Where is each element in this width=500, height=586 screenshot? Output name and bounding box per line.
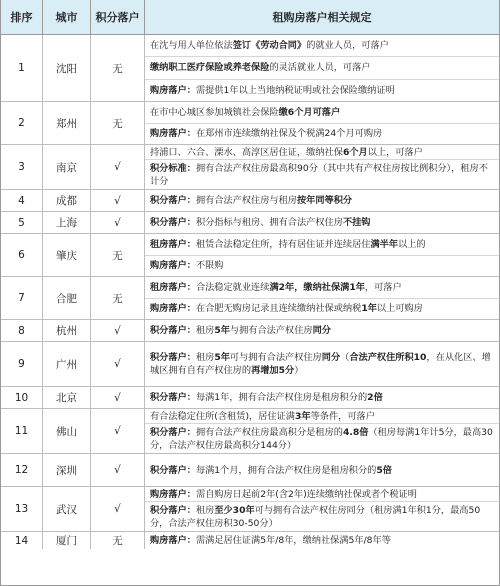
header-rules: 租购房落户相关规定 bbox=[272, 11, 372, 24]
rule-text-segment: 等条件，可落户 bbox=[310, 410, 375, 422]
points-cell: √ bbox=[91, 145, 145, 189]
rules-cell bbox=[145, 320, 499, 341]
rule-text-bold: 租房落户： bbox=[150, 238, 196, 250]
city-cell: 佛山 bbox=[43, 409, 91, 453]
points-cell: √ bbox=[91, 342, 145, 386]
rules-cell bbox=[145, 487, 499, 531]
rule-text-bold: 租房落户： bbox=[150, 281, 196, 293]
points-cell: √ bbox=[91, 320, 145, 341]
rule-line bbox=[145, 532, 499, 549]
rule-text bbox=[150, 106, 340, 119]
header-rank: 排序 bbox=[1, 0, 43, 34]
city-cell: 深圳 bbox=[43, 454, 91, 486]
rule-text-bold: 5年 bbox=[214, 325, 230, 336]
rule-text-segment: 需提供1年以上当地纳税证明或社会保险缴纳证明 bbox=[195, 84, 395, 96]
rule-text bbox=[150, 302, 423, 315]
rule-text-segment: 合法稳定就业连续 bbox=[195, 281, 270, 293]
rule-text-bold: 购房落户： bbox=[150, 84, 196, 96]
rule-text-bold: 积分落户： bbox=[150, 426, 196, 438]
rules-cell bbox=[145, 35, 499, 101]
rule-text bbox=[150, 351, 494, 377]
table-row bbox=[1, 145, 499, 190]
rank-cell: 11 bbox=[1, 409, 43, 453]
rule-line bbox=[145, 80, 499, 101]
rule-text bbox=[150, 146, 423, 159]
rule-text bbox=[150, 194, 352, 207]
rule-text-segment: 以上可购房 bbox=[376, 303, 423, 315]
rule-text-segment: 可与拥有合法产权住房 bbox=[229, 352, 322, 363]
rule-text-bold: 5倍 bbox=[376, 464, 392, 476]
points-cell: 无 bbox=[91, 532, 145, 549]
rule-text-bold: 满2年，缴纳社保满1年 bbox=[269, 281, 365, 293]
city-cell: 北京 bbox=[43, 387, 91, 408]
rules-cell bbox=[145, 234, 499, 276]
rule-text-bold: 5年 bbox=[214, 352, 230, 363]
table-header bbox=[1, 0, 499, 35]
city-cell: 武汉 bbox=[43, 487, 91, 531]
points-cell: 无 bbox=[91, 234, 145, 276]
points-cell: 无 bbox=[91, 102, 145, 144]
rule-line bbox=[145, 454, 499, 486]
rule-text-segment: 在市中心城区参加城镇社会保险 bbox=[150, 106, 279, 118]
rule-text-segment: ） bbox=[294, 365, 304, 376]
points-cell: √ bbox=[91, 487, 145, 531]
table-row bbox=[1, 387, 499, 409]
rank-cell: 12 bbox=[1, 454, 43, 486]
rule-line bbox=[145, 35, 499, 57]
rule-text bbox=[150, 39, 389, 52]
rank-cell: 13 bbox=[1, 487, 43, 531]
rule-text bbox=[150, 84, 395, 97]
rule-text-bold: 积分落户： bbox=[150, 504, 196, 516]
rule-text bbox=[150, 281, 402, 294]
points-cell: √ bbox=[91, 212, 145, 233]
points-cell: 无 bbox=[91, 277, 145, 319]
rule-text-bold: 按年同等积分 bbox=[297, 195, 353, 206]
rank-cell: 10 bbox=[1, 387, 43, 408]
rule-text-bold: 购房落户： bbox=[150, 488, 196, 500]
rule-text bbox=[150, 127, 382, 140]
rule-text-bold: 签订《劳动合同》 bbox=[232, 40, 307, 52]
rule-text-bold: 积分落户： bbox=[150, 195, 196, 206]
rule-text-segment: 拥有合法产权住房与租房 bbox=[195, 195, 297, 206]
rules-cell bbox=[145, 277, 499, 319]
rule-line bbox=[145, 277, 499, 299]
rule-text-bold: 2倍 bbox=[367, 392, 383, 403]
rule-text bbox=[150, 216, 371, 229]
rule-line bbox=[145, 320, 499, 341]
rank-cell: 5 bbox=[1, 212, 43, 233]
rule-text-bold: 积分落户： bbox=[150, 325, 196, 336]
table-row bbox=[1, 409, 499, 454]
rules-cell bbox=[145, 342, 499, 386]
rule-text-bold: 3年 bbox=[294, 410, 311, 422]
rule-line bbox=[145, 145, 499, 160]
table-row bbox=[1, 487, 499, 532]
rules-cell bbox=[145, 212, 499, 233]
table-row bbox=[1, 454, 499, 487]
rule-text bbox=[150, 391, 383, 404]
rule-text-segment: （租房每满1年计5分，最高30分，合法产权住房最高积分144分） bbox=[150, 426, 493, 451]
city-cell: 郑州 bbox=[43, 102, 91, 144]
table-row bbox=[1, 234, 499, 277]
rule-text-bold: 至少30年 bbox=[214, 504, 255, 516]
rule-text-bold: 不挂钩 bbox=[342, 217, 371, 228]
rule-text-bold: 同分 bbox=[312, 325, 331, 336]
rule-text-segment: 每满1年，拥有合法产权住房是租房积分的 bbox=[195, 392, 368, 403]
rule-text bbox=[150, 534, 391, 547]
rule-text-bold: 积分落户： bbox=[150, 392, 196, 403]
rule-line bbox=[145, 299, 499, 320]
table-row bbox=[1, 342, 499, 387]
rule-text-bold: 购房落户： bbox=[150, 535, 196, 546]
rule-text-bold: 缴纳职工医疗保险或养老保险 bbox=[150, 62, 270, 74]
rule-text bbox=[150, 504, 494, 530]
rule-text-bold: 同分 bbox=[321, 352, 341, 363]
city-cell: 成都 bbox=[43, 190, 91, 211]
rule-text-bold: 4.8倍 bbox=[342, 426, 369, 438]
rules-cell bbox=[145, 532, 499, 549]
table-row bbox=[1, 35, 499, 102]
rule-text-bold: 满半年 bbox=[370, 238, 399, 250]
rule-text-segment: ，在从化区、增城区拥有自有产权住房的 bbox=[150, 352, 491, 376]
city-cell: 上海 bbox=[43, 212, 91, 233]
rule-text-segment: 持浦口、六合、溧水、高淳区居住证，缴纳社保 bbox=[150, 146, 343, 158]
city-cell: 杭州 bbox=[43, 320, 91, 341]
rule-text-bold: 缴6个月可落户 bbox=[278, 106, 341, 118]
rule-line bbox=[145, 102, 499, 124]
rule-text-segment: 以上的 bbox=[398, 238, 426, 250]
rule-line bbox=[145, 409, 499, 424]
rule-text-segment: 在郑州市连续缴纳社保及个税满24个月可购房 bbox=[195, 128, 383, 140]
rule-text bbox=[150, 162, 494, 188]
rule-line bbox=[145, 487, 499, 502]
rule-line bbox=[145, 190, 499, 211]
rule-text-bold: 合法产权住所积10 bbox=[349, 352, 427, 363]
rule-text-segment: 的就业人员，可落户 bbox=[306, 40, 389, 52]
table-row bbox=[1, 102, 499, 145]
points-cell: √ bbox=[91, 387, 145, 408]
rules-cell bbox=[145, 387, 499, 408]
rule-text-segment: 与拥有合法产权住房 bbox=[229, 325, 313, 336]
rank-cell: 8 bbox=[1, 320, 43, 341]
rule-text bbox=[150, 464, 392, 477]
points-cell: √ bbox=[91, 190, 145, 211]
rule-text-bold: 6个月 bbox=[342, 146, 368, 158]
rules-cell bbox=[145, 454, 499, 486]
rule-text-segment: 不限购 bbox=[195, 260, 224, 272]
rule-text-bold: 购房落户： bbox=[150, 303, 196, 315]
rank-cell: 14 bbox=[1, 532, 43, 549]
city-cell: 沈阳 bbox=[43, 35, 91, 101]
rule-text-segment: 租房 bbox=[195, 325, 215, 336]
rule-line bbox=[145, 124, 499, 145]
rank-cell: 6 bbox=[1, 234, 43, 276]
rules-cell bbox=[145, 409, 499, 453]
table-row bbox=[1, 212, 499, 234]
rule-line bbox=[145, 160, 499, 189]
rule-line bbox=[145, 424, 499, 453]
table-row bbox=[1, 190, 499, 212]
rule-text-bold: 再增加5分 bbox=[251, 365, 295, 376]
rule-text-segment: 每满1个月，拥有合法产权住房是租房积分的 bbox=[195, 464, 377, 476]
city-cell: 南京 bbox=[43, 145, 91, 189]
city-cell: 合肥 bbox=[43, 277, 91, 319]
city-cell: 广州 bbox=[43, 342, 91, 386]
rank-cell: 7 bbox=[1, 277, 43, 319]
rule-text-bold: 购房落户： bbox=[150, 128, 196, 140]
rules-cell bbox=[145, 102, 499, 144]
rule-text bbox=[150, 488, 417, 501]
rules-cell bbox=[145, 190, 499, 211]
rule-text bbox=[150, 61, 371, 74]
table-body bbox=[1, 35, 499, 549]
rule-text-segment: 需自购房日起前2年(含2年)连续缴纳社保或者个税证明 bbox=[195, 488, 417, 500]
rule-text-segment: 可与拥有合法产权住房同分（租房满1年积1分，最高50分，合法产权住房积30-50分） bbox=[150, 504, 481, 529]
header-city: 城市 bbox=[43, 0, 91, 34]
rule-line bbox=[145, 342, 499, 386]
rank-cell: 4 bbox=[1, 190, 43, 211]
rules-cell bbox=[145, 145, 499, 189]
rule-line bbox=[145, 57, 499, 79]
points-cell: 无 bbox=[91, 35, 145, 101]
rule-text-segment: 租房 bbox=[195, 352, 215, 363]
table-row bbox=[1, 277, 499, 320]
rank-cell: 2 bbox=[1, 102, 43, 144]
rule-line bbox=[145, 502, 499, 531]
rule-text-segment: 的灵活就业人员，可落户 bbox=[269, 62, 371, 74]
rank-cell: 9 bbox=[1, 342, 43, 386]
rule-text-bold: 积分落户： bbox=[150, 217, 196, 228]
rule-line bbox=[145, 212, 499, 233]
rule-text-bold: 1年 bbox=[361, 303, 377, 315]
rule-text-segment: （ bbox=[340, 352, 350, 363]
table-row bbox=[1, 532, 499, 549]
rule-text bbox=[150, 259, 224, 272]
rule-text-bold: 积分落户： bbox=[150, 352, 196, 363]
points-cell: √ bbox=[91, 409, 145, 453]
rule-text-segment: 在沈与用人单位依法 bbox=[150, 40, 233, 52]
rule-text-segment: 租赁合法稳定住所，持有居住证并连续居住 bbox=[195, 238, 371, 250]
rule-text-segment: 租房 bbox=[195, 504, 215, 516]
rule-text-bold: 积分标准： bbox=[150, 162, 196, 174]
city-cell: 厦门 bbox=[43, 532, 91, 549]
rule-text-bold: 购房落户： bbox=[150, 260, 196, 272]
header-points: 积分落户 bbox=[91, 0, 145, 34]
rank-cell: 3 bbox=[1, 145, 43, 189]
rule-text bbox=[150, 426, 494, 452]
points-cell: √ bbox=[91, 454, 145, 486]
rule-text-segment: 拥有合法产权住房最高积分是租房的 bbox=[195, 426, 343, 438]
rule-text-segment: 在合肥无购房记录且连续缴纳社保或纳税 bbox=[195, 303, 362, 315]
rule-text-bold: 积分落户： bbox=[150, 464, 196, 476]
rule-text-segment: 以上，可落户 bbox=[367, 146, 423, 158]
rule-line bbox=[145, 234, 499, 256]
city-cell: 肇庆 bbox=[43, 234, 91, 276]
rule-text bbox=[150, 410, 375, 423]
rule-text-segment: ，可落户 bbox=[364, 281, 402, 293]
table-row bbox=[1, 320, 499, 342]
rule-text bbox=[150, 324, 331, 337]
rule-text-segment: 拥有合法产权住房最高积90分（其中共有产权住房按比例积分），租房不计分 bbox=[150, 162, 488, 187]
rule-text-segment: 有合法稳定住所(含租赁)，居住证满 bbox=[150, 410, 295, 422]
rule-line bbox=[145, 256, 499, 277]
rule-text-segment: 需满足居住证满5年/8年，缴纳社保满5年/8年等 bbox=[195, 535, 391, 546]
rule-text-segment: 积分指标与租房、拥有合法产权住房 bbox=[195, 217, 343, 228]
rule-text bbox=[150, 238, 426, 251]
rank-cell: 1 bbox=[1, 35, 43, 101]
rule-line bbox=[145, 387, 499, 408]
